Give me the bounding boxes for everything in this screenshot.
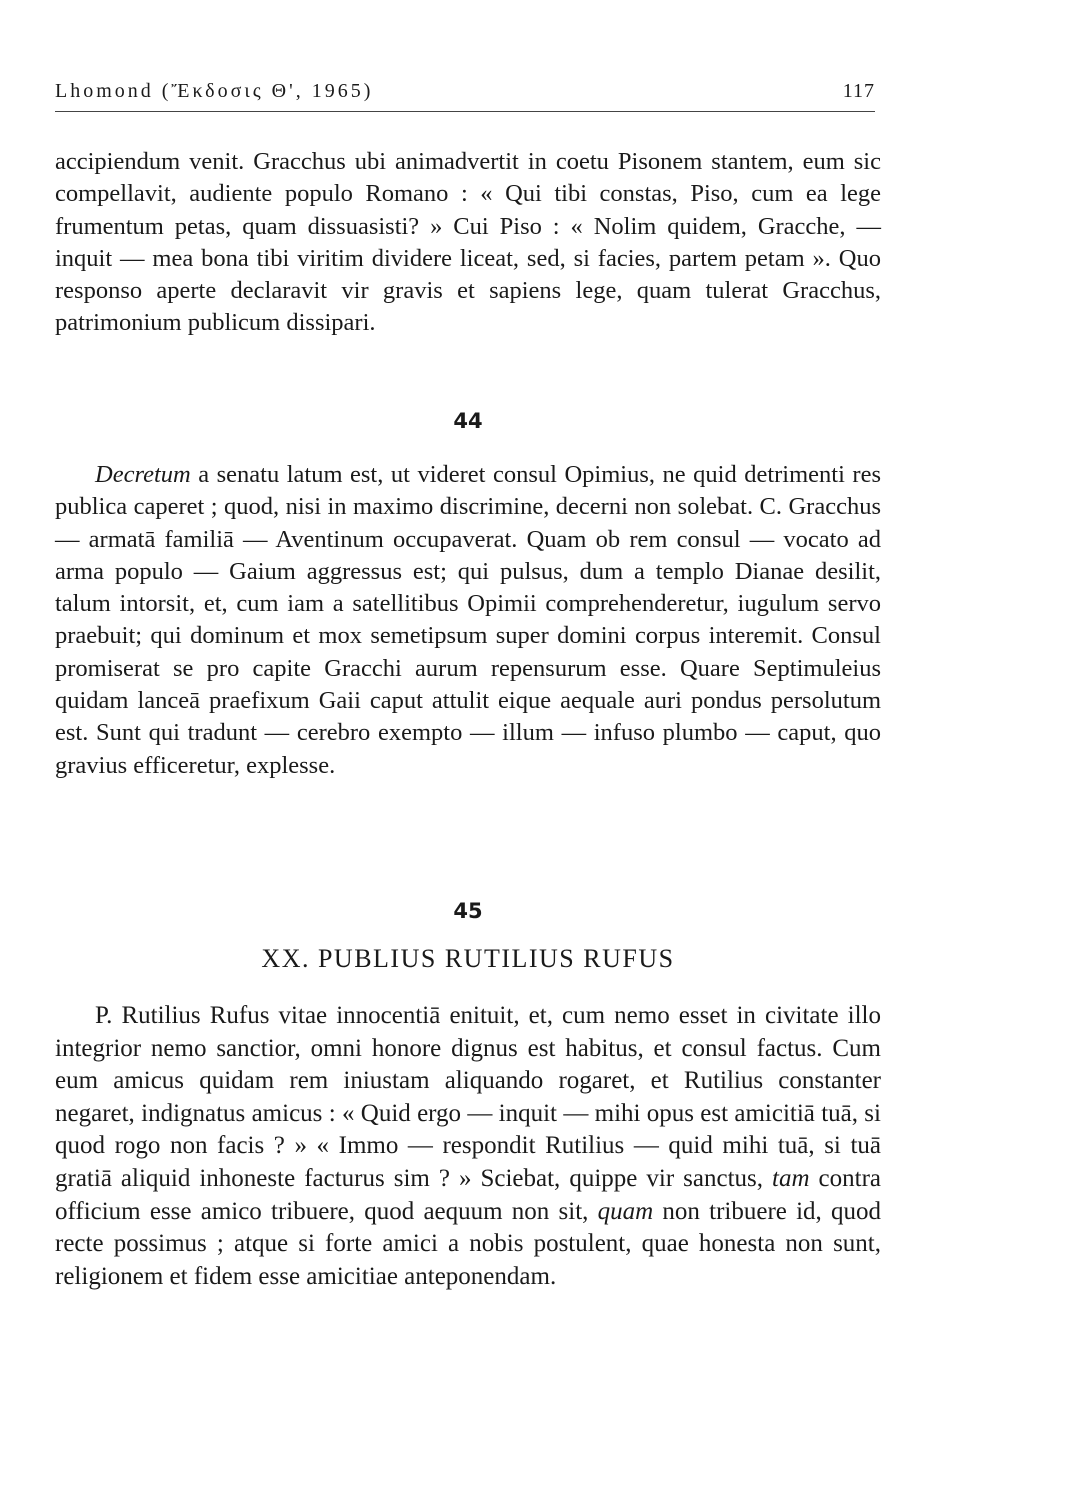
italic-word-tam: tam <box>772 1164 810 1192</box>
page-number: 117 <box>842 80 875 102</box>
section-44-body <box>55 459 881 782</box>
running-header <box>55 80 875 112</box>
section-number-44: 44 <box>453 409 483 433</box>
section-number-45: 45 <box>453 899 483 923</box>
section-45-body <box>55 1000 881 1293</box>
section-45-paragraph <box>55 1000 881 1293</box>
italic-word-quam: quam <box>597 1197 654 1225</box>
section-45-text-a: P. Rutilius Rufus vitae innocentiā enituit, et, cum nemo esset in civitate illo integrior nemo sanctior, omni honore dignus est habitus, et consul factus. Cum eum amicus quidam rem iniustam aliquando rogaret, et Rutilius constanter negaret, indignatus amicus : « Quid ergo — inquit — mihi opus est amicitiā tuā, si quod rogo non facis ? » « Immo — respondit Rutilius — quid mihi tuā, si tuā gratiā aliquid inhoneste facturus sim ? » Sciebat, quippe vir sanctus, <box>55 1002 881 1192</box>
section-45-text-e: non tribuere id, quod recte possimus ; atque si forte amici a nobis postulent, quae honesta non sunt, religionem et fidem esse amicitiae anteponendam. <box>55 1197 881 1290</box>
running-title: Lhomond (Ἔκδοσις Θ', 1965) <box>55 80 374 102</box>
section-45-text-c: contra officium esse amico tribuere, quod aequum non sit, <box>55 1164 881 1225</box>
paragraph-continued <box>55 146 881 340</box>
section-44-paragraph <box>55 459 881 782</box>
italic-word: Decretum <box>95 461 191 488</box>
paragraph-text: accipiendum venit. Gracchus ubi animadvertit in coetu Pisonem stantem, eum sic compellavit, audiente populo Romano : « Qui tibi constas, Piso, cum ea lege frumentum petas, quam dissuasisti? » Cui Piso : « Nolim quidem, Gracche, — inquit — mea bona tibi viritim dividere liceat, sed, si facies, partem petam ». Quo responso aperte declaravit vir gravis et sapiens lege, quam tulerat Gracchus, patrimonium publicum dissipari. <box>55 148 881 337</box>
chapter-title: XX. PUBLIUS RUTILIUS RUFUS <box>261 944 675 973</box>
section-44-text: a senatu latum est, ut videret consul Opimius, ne quid detrimenti res publica caperet ; quod, nisi in maximo discrimine, decerni non solebat. C. Gracchus — armatā familiā — Aventinum occupaverat. Quam ob rem consul — vocato ad arma populo — Gaium aggressus est; qui pulsus, dum a templo Dianae desilit, talum intorsit, et, cum iam a satellitibus Opimii comprehenderetur, iugulum servo praebuit; qui dominum et mox semetipsum super domini corpus interemit. Consul promiserat se pro capite Gracchi aurum repensurum esse. Quare Septimuleius quidam lanceā praefixum Gaii caput attulit eique aequale auri pondus persolutum est. Sunt qui tradunt — cerebro exempto — illum — infuso plumbo — caput, quo gravius efficeretur, explesse. <box>55 461 881 779</box>
